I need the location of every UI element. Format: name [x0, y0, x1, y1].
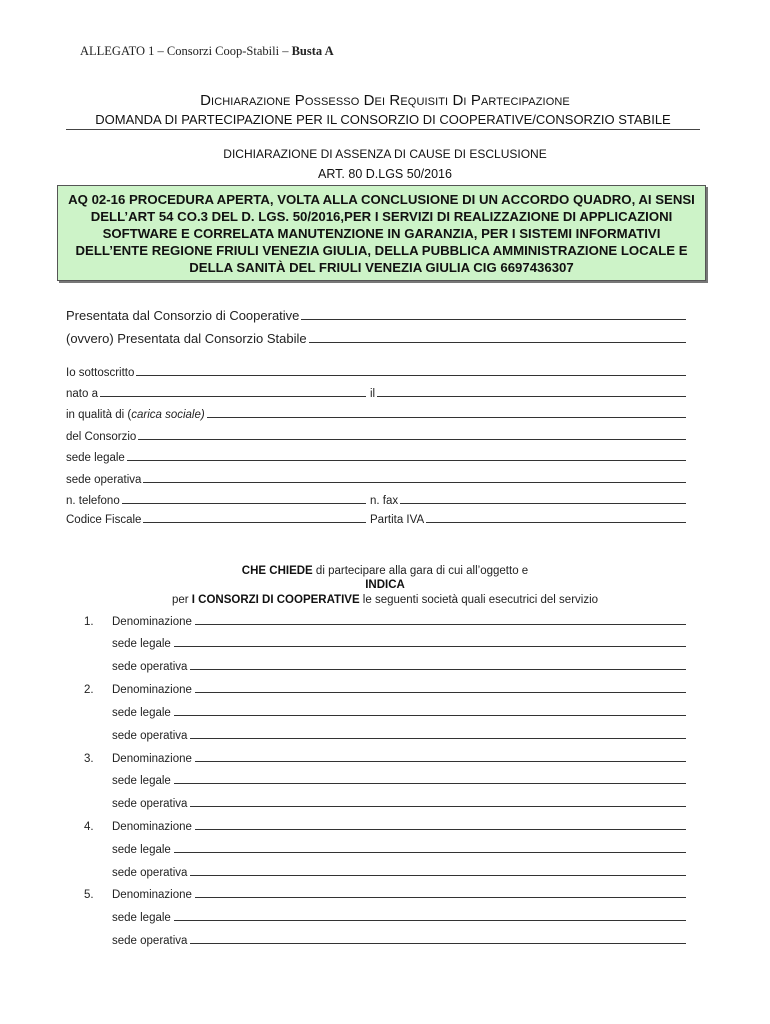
input-line[interactable] [195, 828, 686, 830]
label-qualita-italic: carica sociale) [131, 409, 205, 421]
field-sottoscritto[interactable] [66, 367, 686, 379]
input-line[interactable] [190, 874, 686, 876]
field-sede-operativa[interactable] [66, 474, 686, 486]
input-line[interactable] [174, 919, 686, 921]
label-presented-coop: Presentata dal Consorzio di Cooperative [66, 308, 300, 323]
field-qualita[interactable] [66, 409, 686, 421]
per: per [171, 594, 192, 606]
header-busta: Busta A [291, 44, 334, 58]
che-chiede-rest: di partecipare alla gara di cui all’oggetto e [312, 565, 529, 577]
entry-denominazione[interactable] [112, 821, 686, 833]
entry-denominazione[interactable] [112, 684, 686, 696]
input-line[interactable] [426, 521, 686, 523]
che-chiede: CHE CHIEDE [241, 565, 313, 577]
input-line[interactable] [136, 374, 686, 376]
input-line[interactable] [174, 782, 686, 784]
entry-sede-legale[interactable] [112, 707, 686, 719]
input-line[interactable] [122, 502, 366, 504]
label-partita-iva: Partita IVA [370, 514, 425, 526]
input-line[interactable] [377, 395, 686, 397]
input-line[interactable] [190, 668, 686, 670]
entry-number: 5. [84, 889, 94, 901]
entry-number: 1. [84, 616, 94, 628]
input-line[interactable] [190, 737, 686, 739]
input-line[interactable] [190, 942, 686, 944]
field-presented-stabile[interactable] [66, 331, 686, 346]
label-consorzio: del Consorzio [66, 431, 137, 443]
label-telefono: n. telefono [66, 495, 120, 507]
entry-sede-legale[interactable] [112, 844, 686, 856]
label-denominazione: Denominazione [112, 889, 192, 901]
consorzi-rest: le seguenti società quali esecutrici del servizio [359, 594, 599, 606]
input-line[interactable] [174, 714, 686, 716]
procedure-box [57, 185, 706, 281]
indica-line [0, 579, 770, 591]
input-line[interactable] [138, 438, 686, 440]
label-denominazione: Denominazione [112, 684, 192, 696]
label-sede-operativa: sede operativa [112, 935, 188, 947]
entry-sede-operativa[interactable] [112, 935, 686, 947]
field-telefono-fax[interactable] [66, 495, 686, 507]
label-denominazione: Denominazione [112, 821, 192, 833]
entry-number: 3. [84, 753, 94, 765]
entry-number: 2. [84, 684, 94, 696]
input-line[interactable] [195, 896, 686, 898]
indica: INDICA [365, 579, 405, 591]
label-nato: nato a [66, 388, 98, 400]
entry-sede-legale[interactable] [112, 638, 686, 650]
request-line [0, 565, 770, 577]
label-sede-operativa: sede operativa [112, 730, 188, 742]
declaration-heading: DICHIARAZIONE DI ASSENZA DI CAUSE DI ESCLUSIONE [223, 147, 547, 161]
entry-number: 4. [84, 821, 94, 833]
input-line[interactable] [207, 416, 686, 418]
input-line[interactable] [301, 318, 686, 320]
input-line[interactable] [195, 623, 686, 625]
header-prefix: ALLEGATO 1 – Consorzi Coop-Stabili – [80, 44, 292, 58]
field-nato-il[interactable] [66, 388, 686, 400]
input-line[interactable] [100, 395, 366, 397]
entry-sede-legale[interactable] [112, 912, 686, 924]
input-line[interactable] [400, 502, 686, 504]
label-qualita [66, 409, 205, 421]
label-sede-operativa: sede operativa [112, 798, 188, 810]
label-qualita-prefix: in qualità di ( [66, 409, 132, 421]
label-il: il [370, 388, 376, 400]
input-line[interactable] [127, 459, 686, 461]
label-sede-legale: sede legale [112, 707, 171, 719]
entry-denominazione[interactable] [112, 889, 686, 901]
field-presented-coop[interactable] [66, 308, 686, 323]
label-fax: n. fax [370, 495, 399, 507]
procedure-text: AQ 02-16 PROCEDURA APERTA, VOLTA ALLA CONCLUSIONE DI UN ACCORDO QUADRO, AI SENSI DELL’ART 54 CO.3 DEL D. LGS. 50/2016,PER I SERVIZI DI REALIZZAZIONE DI APPLICAZIONI SOFTWARE E CORRELATA MANUTENZIONE IN GARANZIA, PER I SISTEMI INFORMATIVI DELL’ENTE REGIONE FRIULI VENEZIA GIULIA, DELLA PUBBLICA AMMINISTRAZIONE LOCALE E DELLA SANITÀ DEL FRIULI VENEZIA GIULIA CIG 6697436307 [68, 191, 695, 275]
field-cf-iva[interactable] [66, 514, 686, 526]
entry-denominazione[interactable] [112, 753, 686, 765]
field-consorzio[interactable] [66, 431, 686, 443]
label-sede-legale: sede legale [112, 775, 171, 787]
entry-sede-operativa[interactable] [112, 798, 686, 810]
label-sede-operativa: sede operativa [66, 474, 142, 486]
label-sottoscritto: Io sottoscritto [66, 367, 135, 379]
document-title: Dichiarazione Possesso Dei Requisiti Di Partecipazione [200, 92, 570, 109]
input-line[interactable] [190, 805, 686, 807]
input-line[interactable] [174, 851, 686, 853]
input-line[interactable] [195, 760, 686, 762]
input-line[interactable] [143, 521, 366, 523]
entry-sede-operativa[interactable] [112, 661, 686, 673]
article-heading: ART. 80 D.LGS 50/2016 [318, 167, 452, 181]
entry-sede-operativa[interactable] [112, 867, 686, 879]
label-sede-legale: sede legale [66, 452, 125, 464]
label-sede-operativa: sede operativa [112, 661, 188, 673]
entry-sede-legale[interactable] [112, 775, 686, 787]
label-codice-fiscale: Codice Fiscale [66, 514, 142, 526]
consorzi-cooperative: I CONSORZI DI COOPERATIVE [191, 594, 360, 606]
input-line[interactable] [143, 481, 686, 483]
label-presented-stabile: (ovvero) Presentata dal Consorzio Stabile [66, 331, 307, 346]
consorzi-line [0, 594, 770, 606]
input-line[interactable] [174, 645, 686, 647]
label-denominazione: Denominazione [112, 616, 192, 628]
page-header [80, 44, 334, 59]
label-denominazione: Denominazione [112, 753, 192, 765]
label-sede-legale: sede legale [112, 912, 171, 924]
label-sede-legale: sede legale [112, 638, 171, 650]
entry-denominazione[interactable] [112, 616, 686, 628]
entry-sede-operativa[interactable] [112, 730, 686, 742]
input-line[interactable] [309, 341, 686, 343]
field-sede-legale[interactable] [66, 452, 686, 464]
label-sede-legale: sede legale [112, 844, 171, 856]
label-sede-operativa: sede operativa [112, 867, 188, 879]
input-line[interactable] [195, 691, 686, 693]
document-subtitle: DOMANDA DI PARTECIPAZIONE PER IL CONSORZIO DI COOPERATIVE/CONSORZIO STABILE [66, 112, 700, 130]
